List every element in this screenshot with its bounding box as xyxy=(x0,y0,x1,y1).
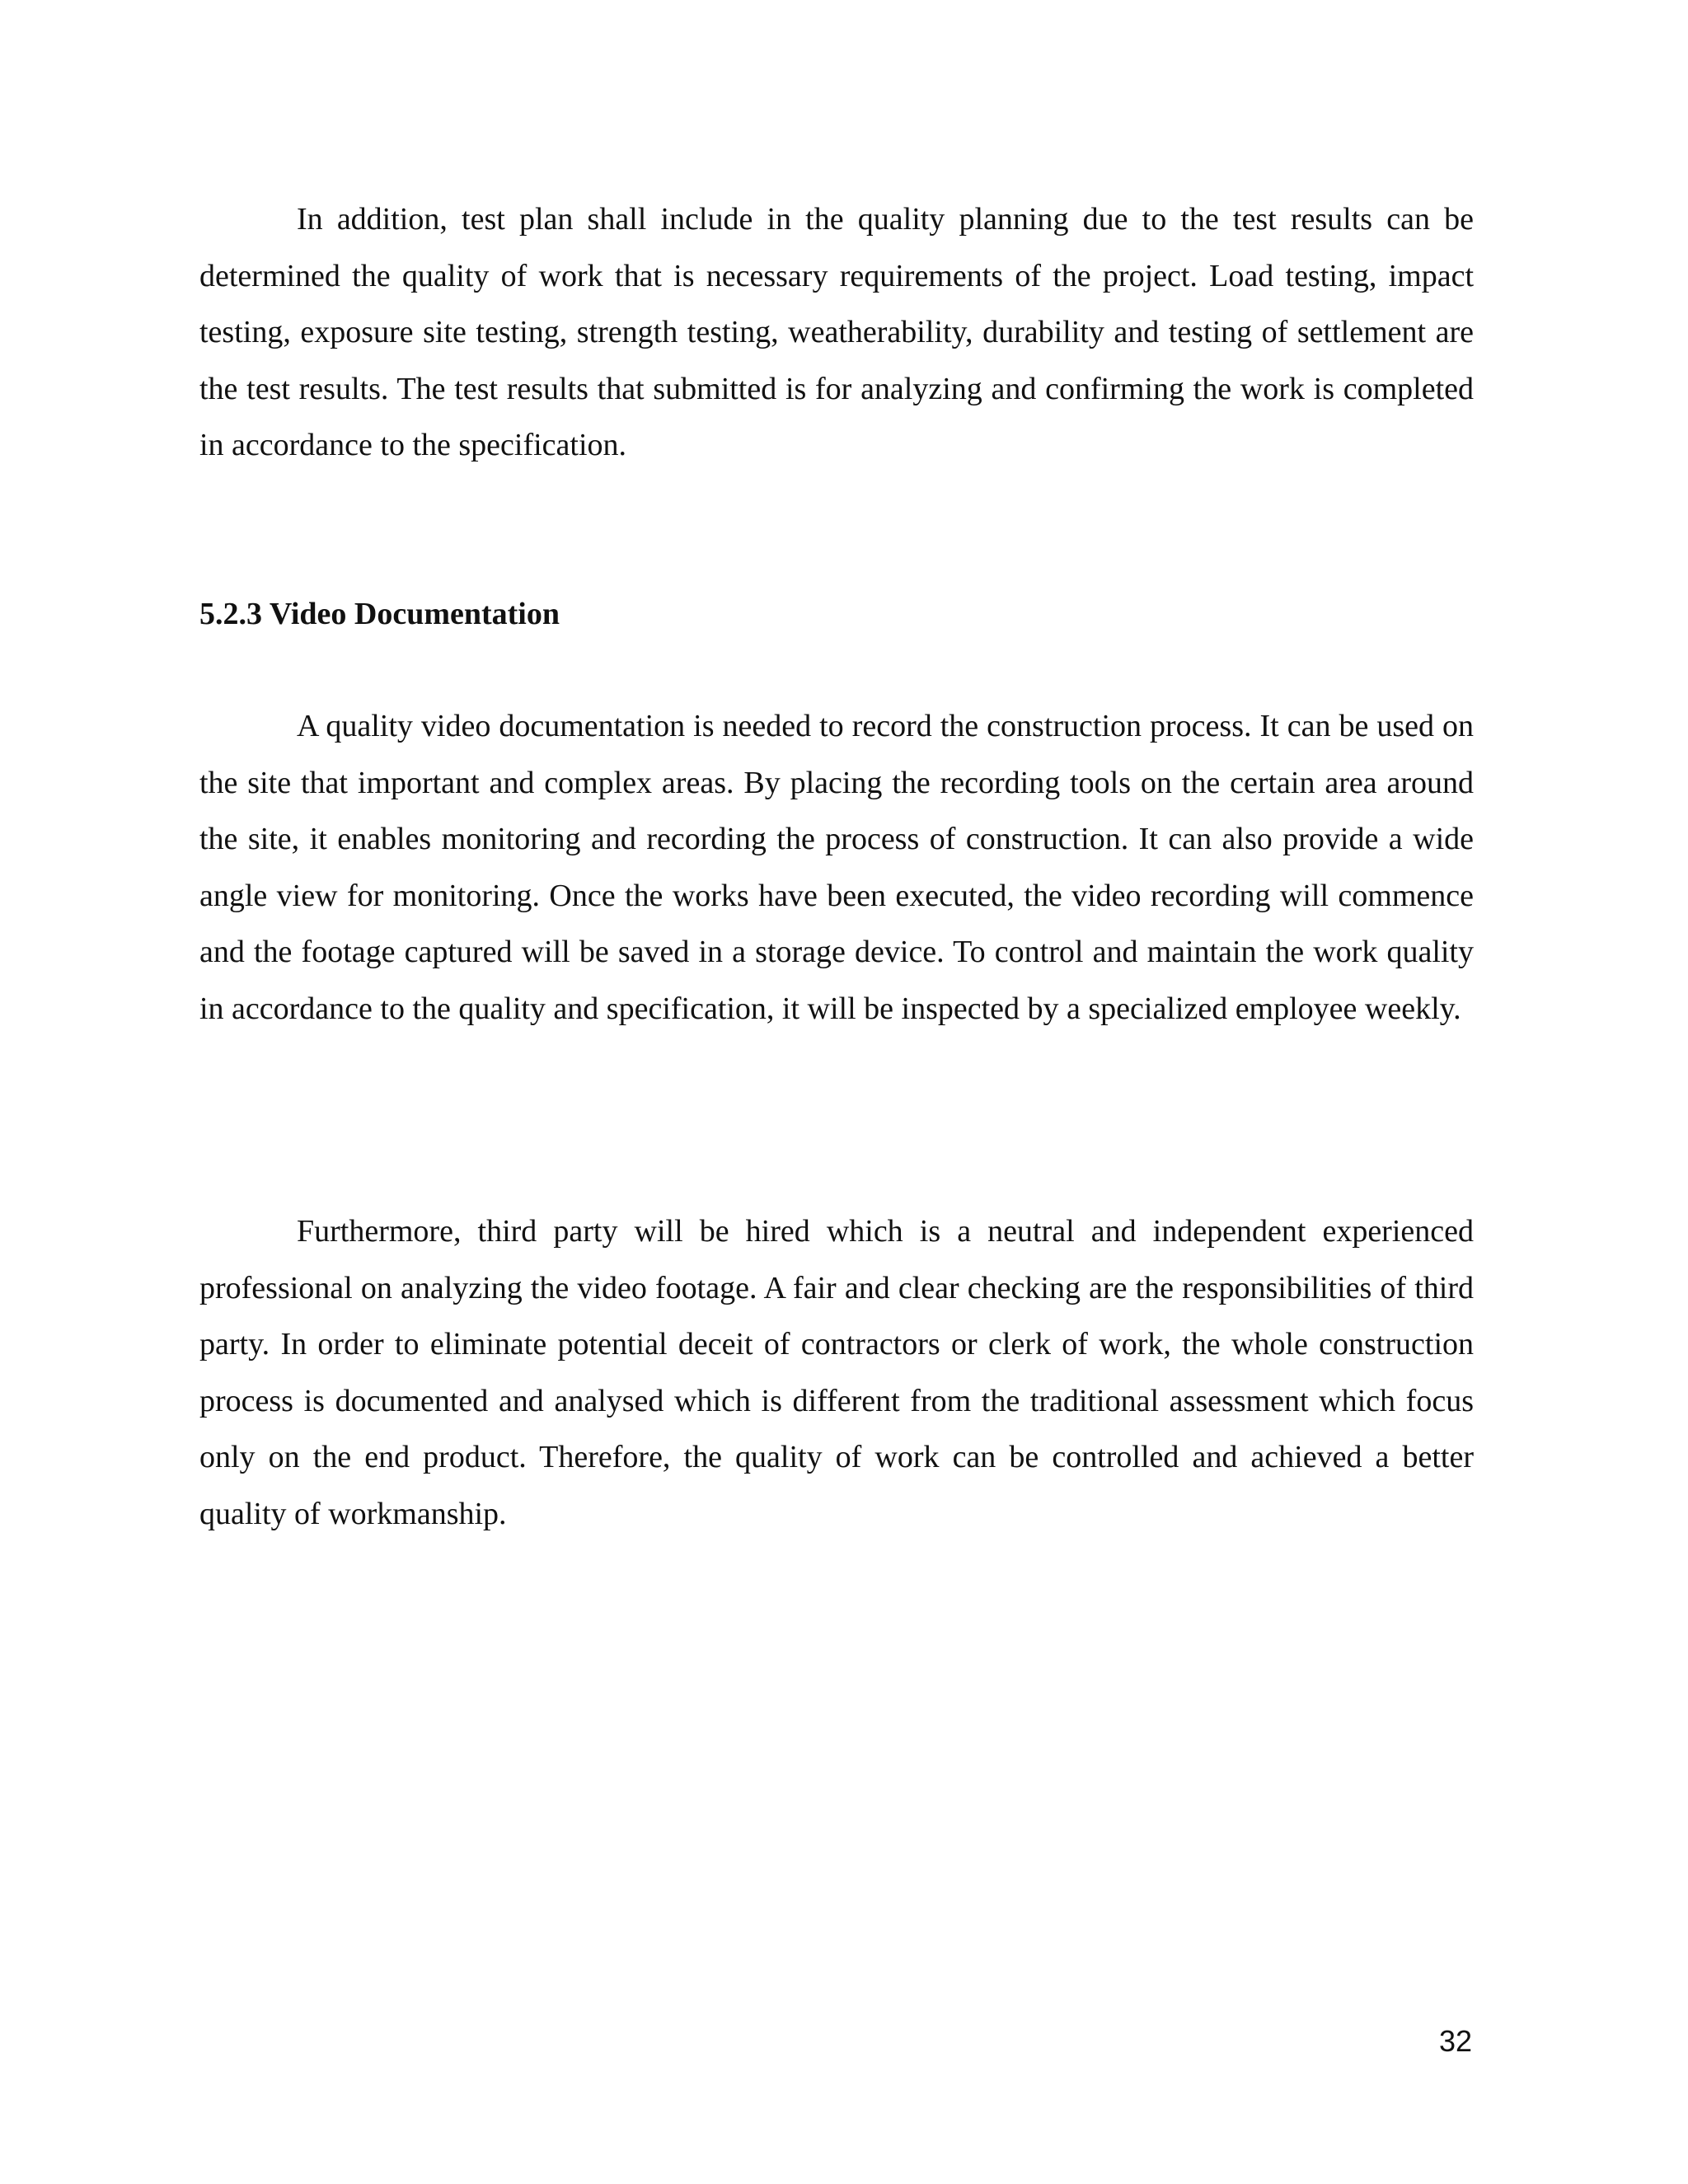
section-heading: 5.2.3 Video Documentation xyxy=(199,597,560,631)
page-number: 32 xyxy=(1438,2024,1472,2058)
body-paragraph: Furthermore, third party will be hired which is a neutral and independent experienced professional on analyzing the video footage. A fair and clear checking are the responsibilities of third party. In order to eliminate potential deceit of contractors or clerk of work, the whole construction process is documented and analysed which is different from the traditional assessment which focus only on the end product. Therefore, the quality of work can be controlled and achieved a better quality of workmanship. xyxy=(199,1214,1474,1531)
body-paragraph: A quality video documentation is needed to record the construction process. It can be used on the site that important and complex areas. By placing the recording tools on the certain area around the site, it enables monitoring and recording the process of construction. It can also provide a wide angle view for monitoring. Once the works have been executed, the video recording will commence and the footage captured will be saved in a storage device. To control and maintain the work quality in accordance to the quality and specification, it will be inspected by a specialized employee weekly. xyxy=(199,709,1474,1026)
body-paragraph: In addition, test plan shall include in the quality planning due to the test results can be determined the quality of work that is necessary requirements of the project. Load testing, impact testing, exposure site testing, strength testing, weatherability, durability and testing of settlement are the test results. The test results that submitted is for analyzing and confirming the work is completed in accordance to the specification. xyxy=(199,202,1474,462)
